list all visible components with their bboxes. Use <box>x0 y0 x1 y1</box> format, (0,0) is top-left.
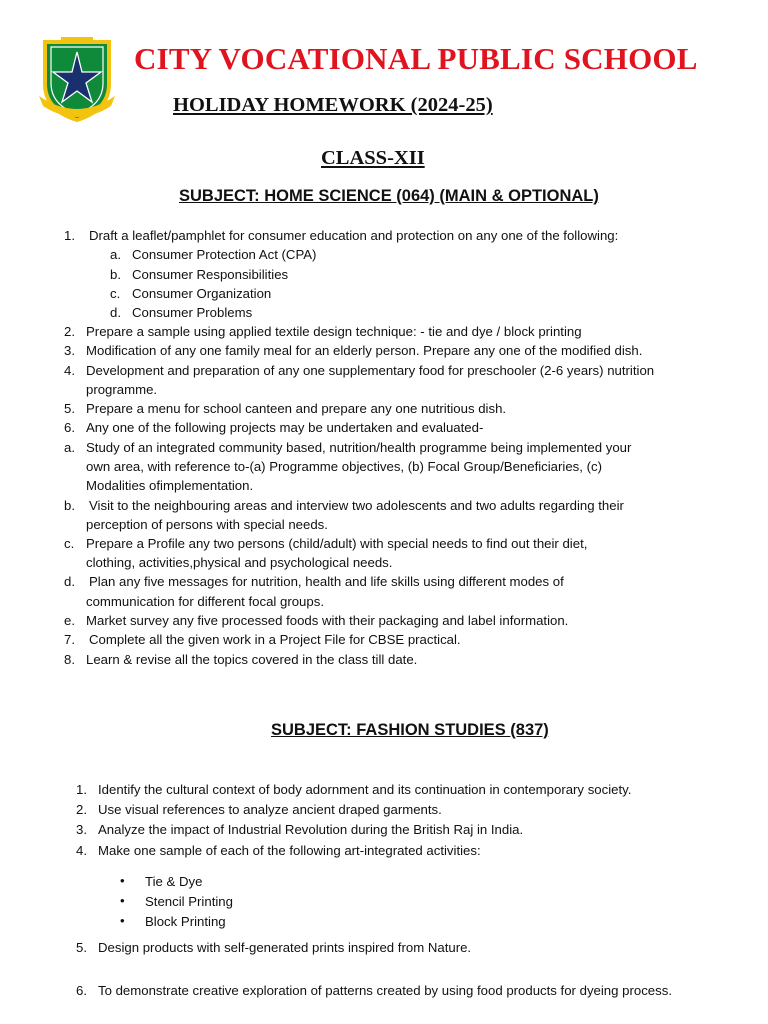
list-item-text: communication for different focal groups. <box>86 594 324 609</box>
list-item-text: Prepare a Profile any two persons (child/adult) with special needs to find out their diet, <box>86 536 588 551</box>
list-item-text: Plan any five messages for nutrition, health and life skills using different modes of <box>89 574 564 589</box>
school-name: CITY VOCATIONAL PUBLIC SCHOOL <box>134 41 698 76</box>
list-item-text: Draft a leaflet/pamphlet for consumer education and protection on any one of the following: <box>89 228 619 243</box>
list-item-text: Consumer Responsibilities <box>132 267 289 282</box>
class-title: CLASS-XII <box>321 147 425 169</box>
fashion-studies-heading: SUBJECT: FASHION STUDIES (837) <box>271 721 549 739</box>
list-marker: 6. <box>64 420 75 435</box>
list-marker: 6. <box>76 983 87 998</box>
bullet-icon: • <box>120 873 125 888</box>
list-item-text: perception of persons with special needs. <box>86 517 328 532</box>
list-item-text: Use visual references to analyze ancient draped garments. <box>98 802 442 817</box>
list-item-text: Prepare a sample using applied textile design technique: - tie and dye / block printing <box>86 324 582 339</box>
list-item-text: Market survey any five processed foods with their packaging and label information. <box>86 613 569 628</box>
list-marker: 2. <box>76 802 87 817</box>
list-marker: 4. <box>64 363 75 378</box>
list-marker: 2. <box>64 324 75 339</box>
list-item-text: Study of an integrated community based, nutrition/health programme being implemented your <box>86 440 632 455</box>
list-item-text: clothing, activities,physical and psychological needs. <box>86 555 393 570</box>
list-item-text: To demonstrate creative exploration of patterns created by using food products for dyeing process. <box>98 983 672 998</box>
home-science-heading: SUBJECT: HOME SCIENCE (064) (MAIN & OPTIONAL) <box>179 187 599 205</box>
list-marker: 3. <box>76 822 87 837</box>
list-marker: 5. <box>76 940 87 955</box>
list-marker: 1. <box>64 228 75 243</box>
list-item-text: Prepare a menu for school canteen and prepare any one nutritious dish. <box>86 401 507 416</box>
list-item-text: Complete all the given work in a Project File for CBSE practical. <box>89 632 461 647</box>
list-marker: c. <box>64 536 75 551</box>
list-item-text: programme. <box>86 382 158 397</box>
list-item-text: Consumer Protection Act (CPA) <box>132 247 317 262</box>
list-item-text: Consumer Problems <box>132 305 253 320</box>
list-marker: a. <box>110 247 121 262</box>
homework-title: HOLIDAY HOMEWORK (2024-25) <box>173 94 493 116</box>
list-item-text: Make one sample of each of the following art-integrated activities: <box>98 843 481 858</box>
list-marker: d. <box>64 574 75 589</box>
list-item-text: own area, with reference to-(a) Programme objectives, (b) Focal Group/Beneficiaries, (c) <box>86 459 602 474</box>
list-marker: 1. <box>76 782 87 797</box>
list-item-text: Visit to the neighbouring areas and interview two adolescents and two adults regarding their <box>89 498 624 513</box>
list-item-text: Consumer Organization <box>132 286 272 301</box>
list-marker: a. <box>64 440 75 455</box>
school-crest-logo <box>37 36 117 122</box>
list-marker: c. <box>110 286 121 301</box>
list-marker: 4. <box>76 843 87 858</box>
list-marker: 8. <box>64 652 75 667</box>
list-item-text: Tie & Dye <box>145 874 203 889</box>
list-item-text: Stencil Printing <box>145 894 233 909</box>
bullet-icon: • <box>120 913 125 928</box>
list-item-text: Development and preparation of any one supplementary food for preschooler (2-6 years) nutrition <box>86 363 655 378</box>
list-item-text: Modalities ofimplementation. <box>86 478 254 493</box>
list-marker: d. <box>110 305 121 320</box>
bullet-icon: • <box>120 893 125 908</box>
list-item-text: Modification of any one family meal for an elderly person. Prepare any one of the modified dish. <box>86 343 643 358</box>
list-marker: 3. <box>64 343 75 358</box>
list-marker: b. <box>64 498 75 513</box>
list-item-text: Identify the cultural context of body adornment and its continuation in contemporary society. <box>98 782 632 797</box>
list-marker: 7. <box>64 632 75 647</box>
list-item-text: Block Printing <box>145 914 226 929</box>
list-marker: e. <box>64 613 75 628</box>
list-item-text: Analyze the impact of Industrial Revolution during the British Raj in India. <box>98 822 524 837</box>
list-marker: 5. <box>64 401 75 416</box>
list-item-text: Learn & revise all the topics covered in the class till date. <box>86 652 418 667</box>
list-marker: b. <box>110 267 121 282</box>
list-item-text: Any one of the following projects may be undertaken and evaluated- <box>86 420 484 435</box>
list-item-text: Design products with self-generated prints inspired from Nature. <box>98 940 472 955</box>
